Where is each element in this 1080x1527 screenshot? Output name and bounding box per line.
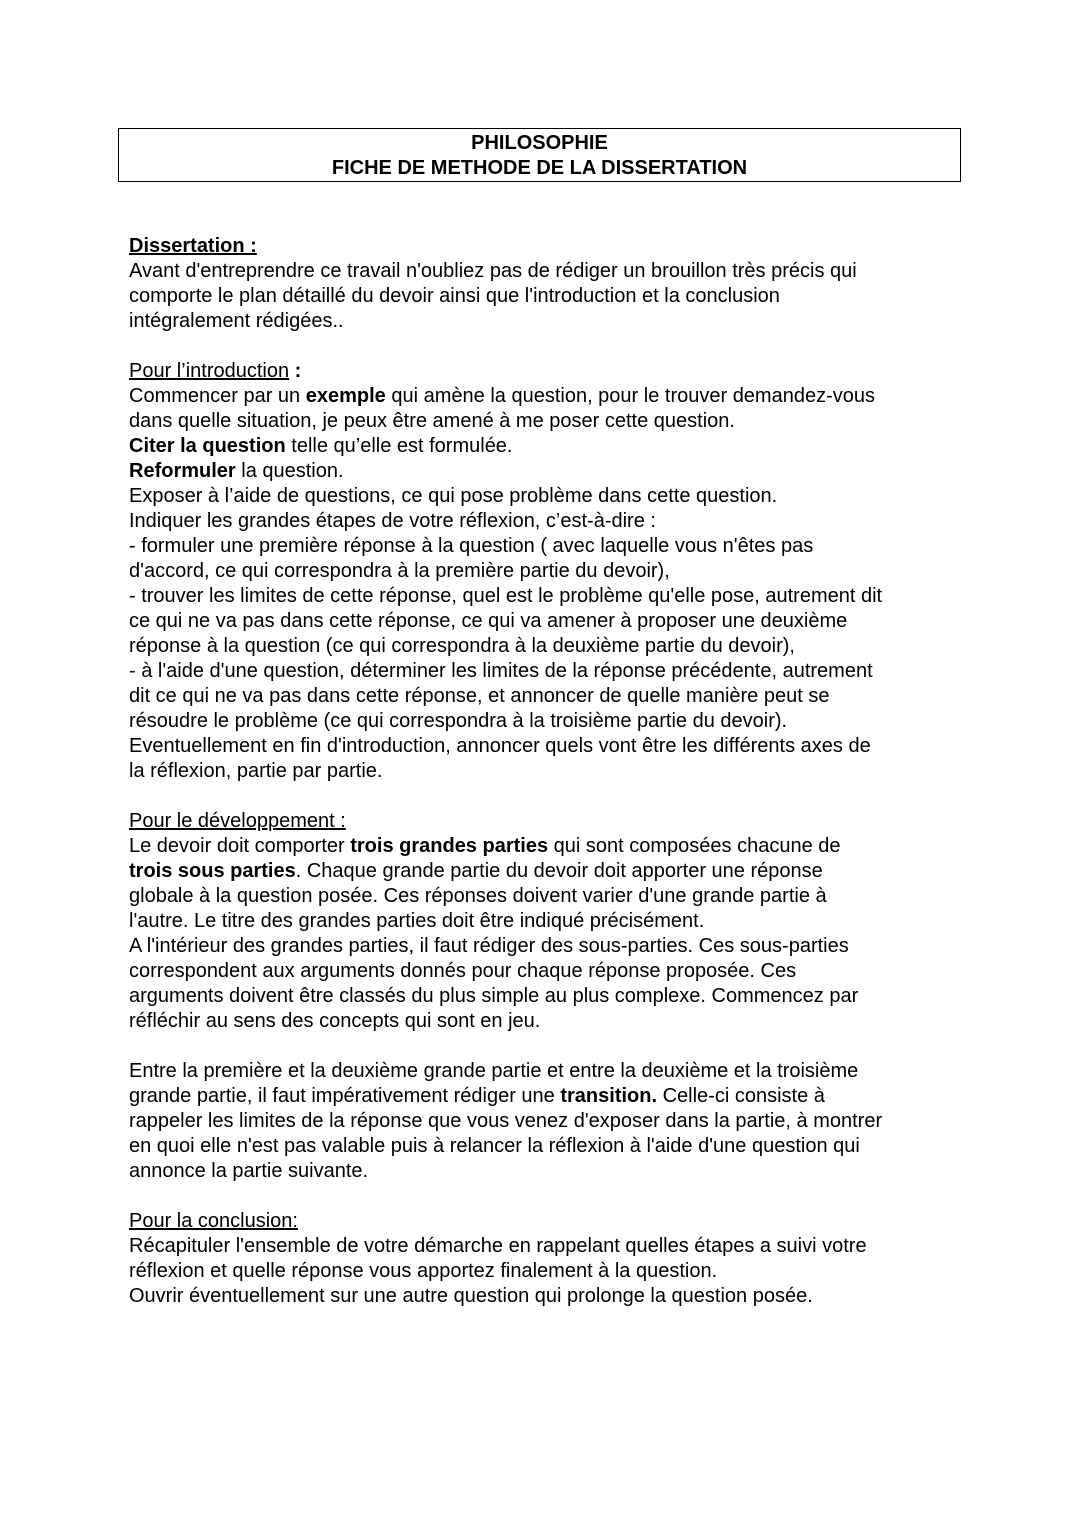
introduction-heading-colon: :: [289, 360, 302, 382]
dissertation-line: Avant d'entreprendre ce travail n'oubliez pas de rédiger un brouillon très précis qui: [129, 260, 857, 282]
bold-term: trois sous parties: [129, 860, 296, 882]
document-header: [118, 128, 961, 182]
text-run: qui sont composées chacune de: [548, 835, 841, 857]
developpement-line: correspondent aux arguments donnés pour chaque réponse proposée. Ces: [129, 960, 797, 982]
introduction-line: ce qui ne va pas dans cette réponse, ce qui va amener à proposer une deuxième: [129, 610, 848, 632]
introduction-line: [129, 434, 969, 459]
transition-line: en quoi elle n'est pas valable puis à relancer la réflexion à l'aide d'une question qui: [129, 1135, 860, 1157]
introduction-line: réponse à la question (ce qui correspondra à la deuxième partie du devoir),: [129, 635, 795, 657]
transition-line: [129, 1084, 969, 1109]
developpement-line: A l'intérieur des grandes parties, il faut rédiger des sous-parties. Ces sous-parties: [129, 935, 849, 957]
text-run: la question.: [235, 460, 344, 482]
bold-term: exemple: [305, 385, 386, 407]
document-title: FICHE DE METHODE DE LA DISSERTATION: [331, 157, 748, 179]
dissertation-line: intégralement rédigées..: [129, 310, 344, 332]
introduction-line: dans quelle situation, je peux être amené à me poser cette question.: [129, 410, 735, 432]
conclusion-line: Ouvrir éventuellement sur une autre question qui prolonge la question posée.: [129, 1285, 813, 1307]
developpement-line: globale à la question posée. Ces réponses doivent varier d'une grande partie à: [129, 885, 827, 907]
introduction-line: - formuler une première réponse à la question ( avec laquelle vous n'êtes pas: [129, 535, 814, 557]
introduction-line: Indiquer les grandes étapes de votre réflexion, c’est-à-dire :: [129, 510, 656, 532]
introduction-line: résoudre le problème (ce qui correspondra à la troisième partie du devoir).: [129, 710, 788, 732]
bold-term: Citer la question: [129, 435, 286, 457]
text-run: grande partie, il faut impérativement rédiger une: [129, 1085, 561, 1107]
dissertation-line: comporte le plan détaillé du devoir ainsi que l'introduction et la conclusion: [129, 285, 780, 307]
introduction-heading-line: [129, 359, 969, 384]
introduction-line: dit ce qui ne va pas dans cette réponse, et annoncer de quelle manière peut se: [129, 685, 830, 707]
text-run: qui amène la question, pour le trouver demandez-vous: [385, 385, 875, 407]
developpement-line: [129, 834, 969, 859]
section-dissertation: [129, 234, 969, 334]
bold-term: transition.: [560, 1085, 658, 1107]
text-run: Le devoir doit comporter: [129, 835, 351, 857]
bold-term: Reformuler: [129, 460, 236, 482]
developpement-line: réfléchir au sens des concepts qui sont en jeu.: [129, 1010, 541, 1032]
section-transition: [129, 1059, 969, 1184]
introduction-heading: Pour l’introduction: [129, 360, 290, 382]
transition-line: annonce la partie suivante.: [129, 1160, 369, 1182]
introduction-line: la réflexion, partie par partie.: [129, 760, 383, 782]
conclusion-heading: Pour la conclusion:: [129, 1210, 298, 1232]
transition-line: Entre la première et la deuxième grande partie et entre la deuxième et la troisième: [129, 1060, 859, 1082]
developpement-line: arguments doivent être classés du plus simple au plus complexe. Commencez par: [129, 985, 859, 1007]
dissertation-heading: Dissertation :: [129, 235, 257, 257]
introduction-line: - trouver les limites de cette réponse, quel est le problème qu'elle pose, autrement dit: [129, 585, 883, 607]
developpement-line: l'autre. Le titre des grandes parties doit être indiqué précisément.: [129, 910, 705, 932]
introduction-line: Exposer à l’aide de questions, ce qui pose problème dans cette question.: [129, 485, 778, 507]
section-conclusion: [129, 1209, 969, 1309]
text-run: telle qu’elle est formulée.: [285, 435, 513, 457]
conclusion-line: Récapituler l'ensemble de votre démarche en rappelant quelles étapes a suivi votre: [129, 1235, 867, 1257]
introduction-line: [129, 384, 969, 409]
section-introduction: [129, 359, 969, 784]
document-body: [129, 234, 969, 1309]
developpement-heading: Pour le développement :: [129, 810, 346, 832]
introduction-line: d'accord, ce qui correspondra à la première partie du devoir),: [129, 560, 670, 582]
conclusion-line: réflexion et quelle réponse vous apportez finalement à la question.: [129, 1260, 718, 1282]
text-run: . Chaque grande partie du devoir doit apporter une réponse: [295, 860, 823, 882]
bold-term: trois grandes parties: [350, 835, 549, 857]
transition-line: rappeler les limites de la réponse que vous venez d'exposer dans la partie, à montrer: [129, 1110, 883, 1132]
text-run: Celle-ci consiste à: [657, 1085, 825, 1107]
introduction-line: - à l'aide d'une question, déterminer les limites de la réponse précédente, autrement: [129, 660, 873, 682]
text-run: Commencer par un: [129, 385, 306, 407]
developpement-line: [129, 859, 969, 884]
introduction-line: Eventuellement en fin d'introduction, annoncer quels vont être les différents axes de: [129, 735, 871, 757]
section-developpement: [129, 809, 969, 1034]
subject-title: PHILOSOPHIE: [471, 132, 608, 154]
introduction-line: [129, 459, 969, 484]
